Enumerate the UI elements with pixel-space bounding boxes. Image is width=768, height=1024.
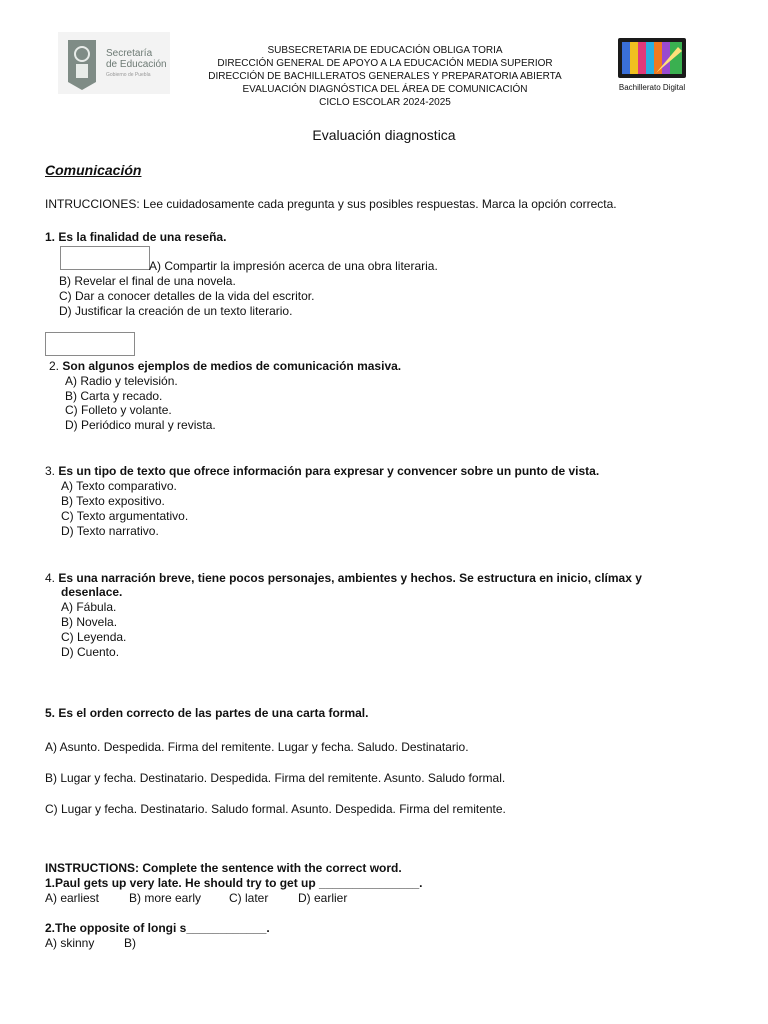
question-text: Es un tipo de texto que ofrece información para expresar y convencer sobre un punto de vista.: [58, 464, 600, 478]
q1-option-b[interactable]: B) Revelar el final de una novela.: [59, 274, 236, 288]
bachillerato-digital-logo: [616, 37, 688, 95]
q5-option-a[interactable]: A) Asunto. Despedida. Firma del remitente. Lugar y fecha. Saludo. Destinatario.: [45, 740, 469, 754]
q2-option-c[interactable]: C) Folleto y volante.: [65, 403, 172, 417]
english-question-1: 1.Paul gets up very late. He should try to get up _______________.: [45, 876, 423, 890]
question-2: [49, 359, 401, 373]
eq1-option-b[interactable]: B) more early: [129, 891, 202, 905]
subject-heading: Comunicación: [45, 162, 142, 178]
eq2-option-a[interactable]: A) skinny: [45, 936, 95, 950]
header-line-1: SUBSECRETARIA DE EDUCACIÓN OBLIGA TORIA: [267, 45, 503, 56]
answer-box-1[interactable]: [60, 246, 150, 270]
question-number: 3.: [45, 464, 56, 478]
page-title: Evaluación diagnostica: [312, 127, 456, 143]
question-text-line-1: Es una narración breve, tiene pocos personajes, ambientes y hechos. Se estructura en inicio, clímax y: [58, 571, 642, 585]
eq1-option-c[interactable]: C) later: [229, 891, 269, 905]
header-line-2: DIRECCIÓN GENERAL DE APOYO A LA EDUCACIÓN MEDIA SUPERIOR: [217, 58, 553, 69]
header-line-5: CICLO ESCOLAR 2024-2025: [319, 97, 451, 108]
question-1: [45, 230, 226, 244]
q1-option-a[interactable]: A) Compartir la impresión acerca de una obra literaria.: [149, 259, 438, 273]
q4-option-d[interactable]: D) Cuento.: [61, 645, 120, 659]
logo-text-line3: Gobierno de Puebla: [106, 72, 151, 78]
logo-text-line1: Secretaría: [106, 48, 153, 59]
secretaria-educacion-logo: [58, 32, 170, 94]
q3-option-a[interactable]: A) Texto comparativo.: [61, 479, 177, 493]
q4-option-c[interactable]: C) Leyenda.: [61, 630, 127, 644]
question-number: 1.: [45, 230, 56, 244]
answer-box-2[interactable]: [45, 332, 135, 356]
q3-option-b[interactable]: B) Texto expositivo.: [61, 494, 165, 508]
logo-text-line2: de Educación: [106, 59, 167, 70]
q1-option-d[interactable]: D) Justificar la creación de un texto literario.: [59, 304, 293, 318]
english-instructions: INSTRUCTIONS: Complete the sentence with the correct word.: [45, 861, 402, 875]
q5-option-b[interactable]: B) Lugar y fecha. Destinatario. Despedida. Firma del remitente. Asunto. Saludo formal.: [45, 771, 506, 785]
logo-caption: Bachillerato Digital: [618, 83, 686, 92]
q2-option-b[interactable]: B) Carta y recado.: [65, 389, 163, 403]
q1-option-c[interactable]: C) Dar a conocer detalles de la vida del escritor.: [59, 289, 315, 303]
question-number: 4.: [45, 571, 56, 585]
q3-option-c[interactable]: C) Texto argumentativo.: [61, 509, 189, 523]
header-line-3: DIRECCIÓN DE BACHILLERATOS GENERALES Y PREPARATORIA ABIERTA: [208, 71, 562, 82]
question-5: 5. Es el orden correcto de las partes de una carta formal.: [45, 706, 369, 720]
question-4: [45, 571, 642, 585]
q4-option-a[interactable]: A) Fábula.: [61, 600, 117, 614]
q2-option-d[interactable]: D) Periódico mural y revista.: [65, 418, 216, 432]
q5-option-c[interactable]: C) Lugar y fecha. Destinatario. Saludo formal. Asunto. Despedida. Firma del remitente.: [45, 802, 506, 816]
eq2-option-b[interactable]: B): [124, 936, 136, 950]
header-line-4: EVALUACIÓN DIAGNÓSTICA DEL ÁREA DE COMUNICACIÓN: [242, 84, 528, 95]
monitor-icon: [616, 37, 688, 81]
q2-option-a[interactable]: A) Radio y televisión.: [65, 374, 178, 388]
english-question-2: 2.The opposite of longi s____________.: [45, 921, 270, 935]
q4-option-b[interactable]: B) Novela.: [61, 615, 118, 629]
instructions-text: INTRUCCIONES: Lee cuidadosamente cada pregunta y sus posibles respuestas. Marca la opción correcta.: [45, 197, 617, 211]
question-number: 2.: [49, 359, 60, 373]
question-3: [45, 464, 599, 478]
eq1-option-d[interactable]: D) earlier: [298, 891, 348, 905]
question-text-line-2: desenlace.: [61, 585, 123, 599]
question-text: Son algunos ejemplos de medios de comunicación masiva.: [62, 359, 402, 373]
q3-option-d[interactable]: D) Texto narrativo.: [61, 524, 159, 538]
question-text: Es la finalidad de una reseña.: [58, 230, 227, 244]
eq1-option-a[interactable]: A) earliest: [45, 891, 100, 905]
